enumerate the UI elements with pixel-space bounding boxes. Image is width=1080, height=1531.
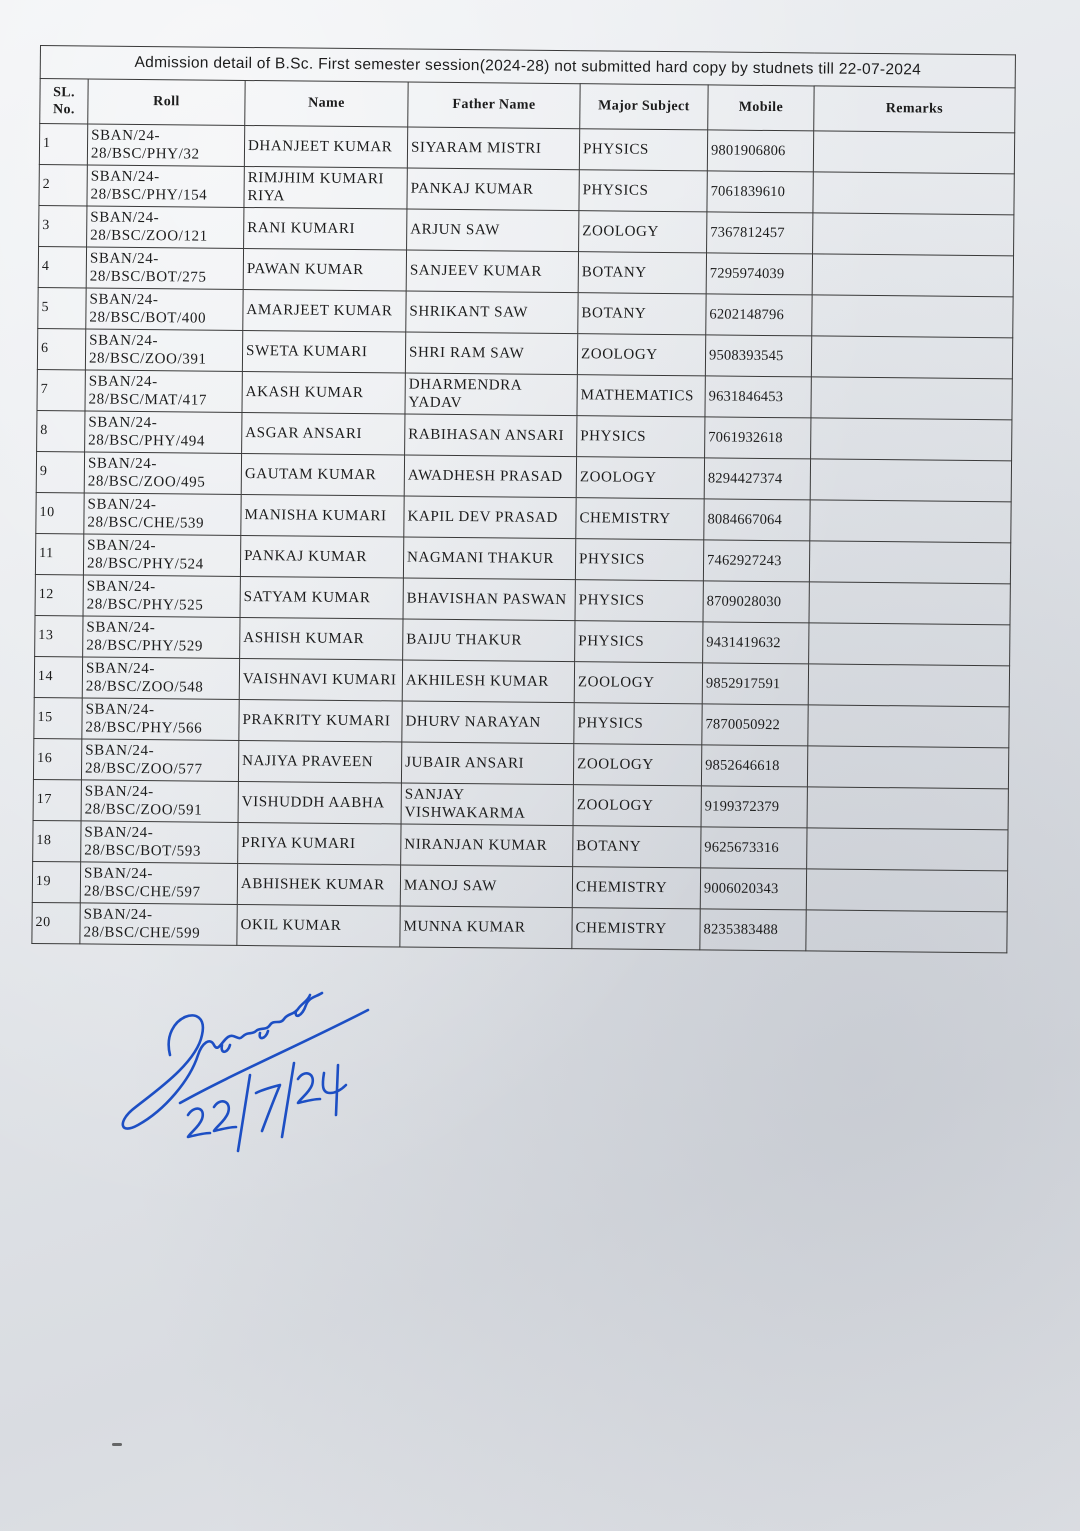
cell-name: PRAKRITY KUMARI: [239, 699, 402, 742]
cell-sl-no: 1: [39, 124, 87, 165]
cell-major-subject: PHYSICS: [579, 129, 707, 171]
cell-mobile: 9006020343: [700, 868, 806, 910]
cell-father-name: DHARMENDRA YADAV: [405, 373, 577, 416]
cell-sl-no: 10: [36, 492, 84, 533]
cell-remarks: [811, 418, 1012, 461]
cell-father-name: SIYARAM MISTRI: [407, 127, 579, 170]
table-row: [32, 902, 1007, 952]
cell-major-subject: PHYSICS: [575, 539, 703, 581]
cell-mobile: 8084667064: [704, 499, 810, 541]
cell-sl-no: 9: [36, 451, 84, 492]
cell-sl-no: 2: [39, 164, 87, 205]
cell-major-subject: BOTANY: [578, 252, 706, 294]
cell-father-name: NIRANJAN KUMAR: [401, 824, 573, 867]
header-mobile: Mobile: [708, 85, 814, 131]
cell-roll: SBAN/24-28/BSC/CHE/599: [80, 903, 237, 946]
cell-roll: SBAN/24-28/BSC/ZOO/577: [81, 739, 238, 782]
cell-roll: SBAN/24-28/BSC/ZOO/391: [85, 329, 242, 372]
cell-sl-no: 17: [33, 779, 81, 820]
cell-mobile: 8294427374: [704, 458, 810, 500]
cell-name: PANKAJ KUMAR: [240, 535, 403, 578]
cell-roll: SBAN/24-28/BSC/PHY/32: [87, 124, 244, 167]
cell-mobile: 9508393545: [705, 335, 811, 377]
cell-roll: SBAN/24-28/BSC/MAT/417: [85, 370, 242, 413]
cell-sl-no: 19: [32, 861, 80, 902]
cell-mobile: 6202148796: [706, 294, 812, 336]
cell-remarks: [806, 869, 1007, 912]
cell-roll: SBAN/24-28/BSC/PHY/524: [83, 534, 240, 577]
cell-mobile: 7295974039: [706, 253, 812, 295]
cell-roll: SBAN/24-28/BSC/PHY/566: [82, 698, 239, 741]
cell-major-subject: BOTANY: [578, 293, 706, 335]
cell-remarks: [813, 172, 1014, 215]
header-remarks: Remarks: [814, 86, 1015, 133]
cell-remarks: [806, 910, 1007, 953]
cell-roll: SBAN/24-28/BSC/PHY/154: [87, 165, 244, 208]
cell-father-name: KAPIL DEV PRASAD: [404, 496, 576, 539]
cell-remarks: [809, 623, 1010, 666]
cell-roll: SBAN/24-28/BSC/CHE/597: [80, 862, 237, 905]
document-title: Admission detail of B.Sc. First semester session(2024-28) not submitted hard copy by studnets till 22-07-2024: [40, 46, 1015, 88]
cell-sl-no: 16: [33, 738, 81, 779]
cell-father-name: AWADHESH PRASAD: [404, 455, 576, 498]
admission-table: [31, 45, 1016, 953]
cell-remarks: [810, 459, 1011, 502]
cell-father-name: SHRIKANT SAW: [406, 291, 578, 334]
handwritten-signature: [110, 975, 390, 1165]
cell-mobile: 8235383488: [700, 909, 806, 951]
cell-major-subject: CHEMISTRY: [576, 498, 704, 540]
cell-remarks: [807, 828, 1008, 871]
cell-mobile: 9801906806: [707, 130, 813, 172]
cell-mobile: 8709028030: [703, 581, 809, 623]
cell-name: GAUTAM KUMAR: [241, 453, 404, 496]
cell-sl-no: 12: [35, 574, 83, 615]
cell-father-name: SANJEEV KUMAR: [406, 250, 578, 293]
cell-father-name: MANOJ SAW: [400, 865, 572, 908]
cell-father-name: AKHILESH KUMAR: [402, 660, 574, 703]
cell-name: ASHISH KUMAR: [240, 617, 403, 660]
cell-roll: SBAN/24-28/BSC/CHE/539: [84, 493, 241, 536]
cell-father-name: SHRI RAM SAW: [405, 332, 577, 375]
cell-mobile: 7870050922: [702, 704, 808, 746]
cell-name: OKIL KUMAR: [237, 904, 400, 947]
cell-roll: SBAN/24-28/BSC/PHY/529: [83, 616, 240, 659]
cell-name: AMARJEET KUMAR: [243, 289, 406, 332]
table-body: [32, 124, 1015, 953]
cell-father-name: RABIHASAN ANSARI: [405, 414, 577, 457]
cell-sl-no: 4: [38, 246, 86, 287]
cell-father-name: ARJUN SAW: [407, 209, 579, 252]
cell-mobile: 7061839610: [707, 171, 813, 213]
header-name: Name: [245, 80, 408, 127]
cell-major-subject: MATHEMATICS: [577, 375, 705, 417]
cell-remarks: [808, 705, 1009, 748]
cell-roll: SBAN/24-28/BSC/BOT/593: [81, 821, 238, 864]
cell-mobile: 7462927243: [703, 540, 809, 582]
cell-remarks: [811, 336, 1012, 379]
cell-remarks: [808, 664, 1009, 707]
cell-father-name: MUNNA KUMAR: [400, 906, 572, 949]
cell-major-subject: PHYSICS: [579, 170, 707, 212]
cell-sl-no: 7: [37, 369, 85, 410]
cell-father-name: BAIJU THAKUR: [403, 619, 575, 662]
cell-remarks: [812, 295, 1013, 338]
cell-sl-no: 8: [37, 410, 85, 451]
cell-father-name: PANKAJ KUMAR: [407, 168, 579, 211]
cell-mobile: 7367812457: [707, 212, 813, 254]
cell-sl-no: 14: [34, 656, 82, 697]
cell-father-name: NAGMANI THAKUR: [403, 537, 575, 580]
cell-major-subject: ZOOLOGY: [573, 785, 701, 827]
cell-name: PRIYA KUMARI: [238, 822, 401, 865]
cell-major-subject: PHYSICS: [577, 416, 705, 458]
cell-remarks: [810, 500, 1011, 543]
header-major-subject: Major Subject: [580, 84, 708, 130]
cell-major-subject: PHYSICS: [575, 621, 703, 663]
cell-sl-no: 15: [34, 697, 82, 738]
cell-major-subject: PHYSICS: [575, 580, 703, 622]
cell-father-name: DHURV NARAYAN: [402, 701, 574, 744]
cell-roll: SBAN/24-28/BSC/BOT/275: [86, 247, 243, 290]
cell-mobile: 9199372379: [701, 786, 807, 828]
cell-name: ABHISHEK KUMAR: [237, 863, 400, 906]
cell-father-name: SANJAY VISHWAKARMA: [401, 783, 573, 826]
cell-roll: SBAN/24-28/BSC/ZOO/548: [82, 657, 239, 700]
cell-roll: SBAN/24-28/BSC/PHY/494: [85, 411, 242, 454]
header-sl-no: SL. No.: [40, 79, 88, 124]
cell-remarks: [807, 746, 1008, 789]
header-father-name: Father Name: [408, 82, 580, 129]
cell-name: DHANJEET KUMAR: [244, 125, 407, 168]
cell-major-subject: ZOOLOGY: [574, 662, 702, 704]
cell-sl-no: 3: [39, 205, 87, 246]
cell-mobile: 9852917591: [702, 663, 808, 705]
cell-remarks: [813, 131, 1014, 174]
cell-name: NAJIYA PRAVEEN: [238, 740, 401, 783]
cell-sl-no: 13: [35, 615, 83, 656]
cell-mobile: 9631846453: [705, 376, 811, 418]
cell-name: VAISHNAVI KUMARI: [239, 658, 402, 701]
cell-remarks: [811, 377, 1012, 420]
cell-sl-no: 6: [37, 328, 85, 369]
document-table-sheet: [31, 45, 1030, 953]
cell-mobile: 9431419632: [703, 622, 809, 664]
cell-major-subject: ZOOLOGY: [579, 211, 707, 253]
cell-sl-no: 18: [33, 820, 81, 861]
cell-major-subject: ZOOLOGY: [573, 744, 701, 786]
cell-roll: SBAN/24-28/BSC/ZOO/591: [81, 780, 238, 823]
cell-sl-no: 5: [38, 287, 86, 328]
cell-name: MANISHA KUMARI: [241, 494, 404, 537]
cell-name: VISHUDDH AABHA: [238, 781, 401, 824]
cell-major-subject: BOTANY: [573, 826, 701, 868]
cell-major-subject: PHYSICS: [574, 703, 702, 745]
cell-remarks: [809, 582, 1010, 625]
cell-remarks: [809, 541, 1010, 584]
stray-pen-mark: [112, 1443, 122, 1446]
cell-name: PAWAN KUMAR: [243, 248, 406, 291]
cell-sl-no: 11: [35, 533, 83, 574]
cell-mobile: 7061932618: [705, 417, 811, 459]
cell-roll: SBAN/24-28/BSC/ZOO/121: [87, 206, 244, 249]
cell-major-subject: CHEMISTRY: [572, 867, 700, 909]
cell-mobile: 9852646618: [701, 745, 807, 787]
cell-major-subject: ZOOLOGY: [577, 334, 705, 376]
header-roll: Roll: [88, 79, 245, 126]
cell-major-subject: ZOOLOGY: [576, 457, 704, 499]
cell-name: RIMJHIM KUMARI RIYA: [244, 166, 407, 209]
cell-name: ASGAR ANSARI: [242, 412, 405, 455]
cell-father-name: BHAVISHAN PASWAN: [403, 578, 575, 621]
cell-name: SATYAM KUMAR: [240, 576, 403, 619]
cell-major-subject: CHEMISTRY: [572, 908, 700, 950]
cell-name: RANI KUMARI: [244, 207, 407, 250]
cell-remarks: [807, 787, 1008, 830]
cell-mobile: 9625673316: [701, 827, 807, 869]
cell-sl-no: 20: [32, 902, 80, 943]
cell-father-name: JUBAIR ANSARI: [401, 742, 573, 785]
cell-roll: SBAN/24-28/BSC/BOT/400: [86, 288, 243, 331]
cell-name: AKASH KUMAR: [242, 371, 405, 414]
cell-remarks: [813, 213, 1014, 256]
cell-roll: SBAN/24-28/BSC/PHY/525: [83, 575, 240, 618]
cell-name: SWETA KUMARI: [242, 330, 405, 373]
cell-roll: SBAN/24-28/BSC/ZOO/495: [84, 452, 241, 495]
cell-remarks: [812, 254, 1013, 297]
